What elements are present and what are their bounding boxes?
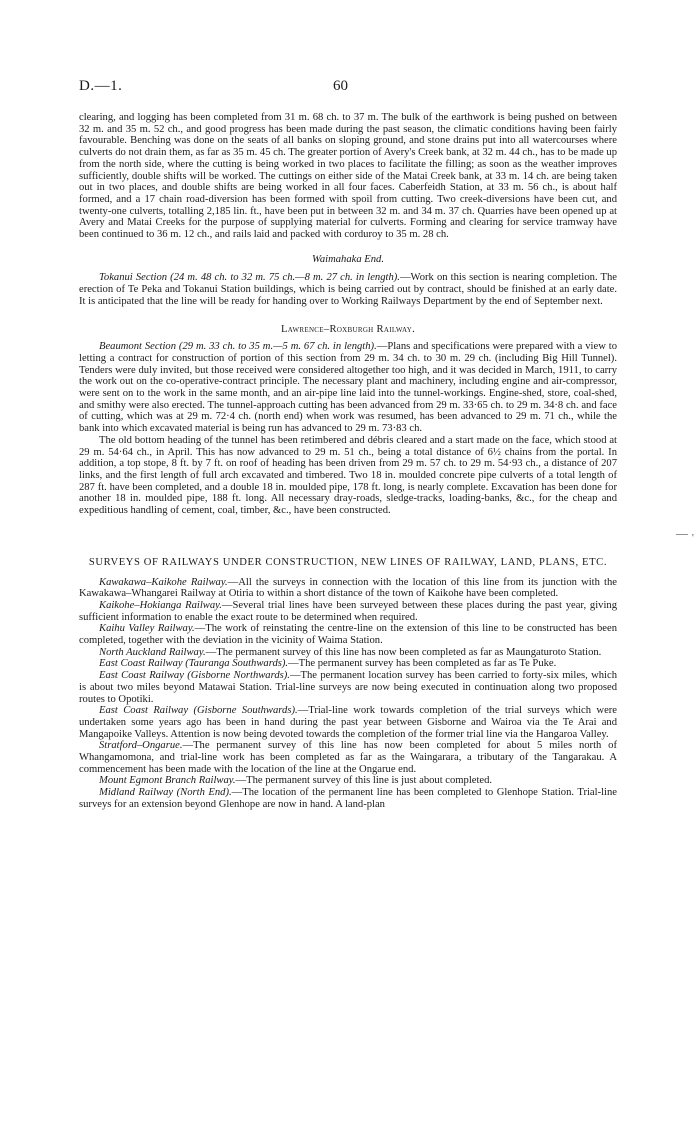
survey-text: —The permanent survey of this line has now been completed as far as Maungaturoto Station. [205,646,602,658]
page-body [79,112,617,811]
survey-text: —The work of reinstating the centre-line on the extension of this line to be constructed has been completed, together with the deviation in the vicinity of Waima Station. [79,623,617,647]
beaumont-paragraph [79,341,617,435]
survey-text: —The permanent survey of this line is just about completed. [235,775,493,787]
survey-text: —Several trial lines have been surveyed between these places during the past year, giving sufficient information to enable the exact route to be determined when required. [79,599,618,623]
survey-text: —All the surveys in connection with the location of this line from its junction with the Kawakawa–Whangarei Railway at Otiria to within a short distance of the town of Kaikohe have been completed. [79,576,617,600]
survey-lead: East Coast Railway (Tauranga Southwards). [99,658,289,670]
survey-text: —Trial-line work towards completion of the trial surveys which were undertaken some years ago has been in hand during the past year between Gisborne and Wairoa via the Te Arai and Mangapoike Valleys. Attention is now being devoted towards the completion of the former trial line via the Hangaroa Valley. [79,705,617,740]
beaumont-lead: Beaumont Section (29 m. 33 ch. to 35 m.—5 m. 67 ch. in length). [99,341,377,353]
survey-lead: Midland Railway (North End). [99,787,232,799]
survey-lead: Kawakawa–Kaikohe Railway. [99,576,228,588]
intro-paragraph: clearing, and logging has been completed from 31 m. 68 ch. to 37 m. The bulk of the earthwork is being pushed on between 32 m. and 35 m. 52 ch., and good progress has been made during the past season, the climatic conditions having been fairly favourable. Benching was done on the seats of all banks on sloping ground, and stone drains put into all watercourses where culverts do not drain them, as far as 35 m. 45 ch. The greater portion of Avery's Creek bank, at 32 m. 44 ch., has to be made up from the north side, where the cutting is being worked in two places to facilitate the filling; as soon as the weather improves sufficiently, double shifts will be worked. The cuttings on either side of the Matai Creek bank, at 33 m. 14 ch. are being taken out in two places, and double shifts are being worked in all four faces. Caberfeidh Station, at 33 m. 56 ch., is about half formed, and a 17 chain road-diversion has been formed with spoil from cutting. Two creek-diversions have been cut, and twenty-one culverts, totalling 2,185 lin. ft., have been put in between 32 m. and 34 m. 37 ch. Quarries have been opened up at Avery and Matai Creeks for the purpose of supplying material for culverts. Forming and clearing for service tramway have been continued to 36 m. 12 ch., and rails laid and packed with corduroy to 35 m. 28 ch. [79,112,617,241]
survey-lead: Stratford–Ongarue. [99,740,183,752]
survey-lead: East Coast Railway (Gisborne Southwards). [99,705,298,717]
survey-lead: North Auckland Railway. [99,646,206,658]
survey-lead: Kaikohe–Hokianga Railway. [99,599,222,611]
survey-paragraph [79,577,617,600]
survey-text: —The location of the permanent line has been completed to Glenhope Station. Trial-line surveys for an extension beyond Glenhope are now in hand. A land-plan [79,787,617,810]
lawrence-roxburgh-heading: Lawrence–Roxburgh Railway. [280,323,416,335]
tunnel-paragraph: The old bottom heading of the tunnel has been retimbered and débris cleared and a start made on the face, which stood at 29 m. 54·64 ch., in April. This has now advanced to 29 m. 51 ch., being a total distance of 6½ chains from the portal. In addition, a top stope, 8 ft. by 7 ft. on roof of heading has been driven from 29 m. 57 ch. to 29 m. 54·93 ch., a distance of 207 links, and the first length of full arch excavated and timbered. Two 18 in. moulded concrete pipe culverts of a total length of 287 ft. have been completed, and a double 18 in. moulded pipe, 178 ft. long, is nearly complete. Excavation has been done for another 18 in. moulded pipe, 188 ft. long. All necessary dray-roads, sledge-tracks, loading-banks, &c., for the cheap and expeditious handling of cement, coal, timber, &c., have been constructed. [79,434,617,517]
survey-paragraph [79,623,617,646]
waimahaka-heading: Waimahaka End. [312,253,384,265]
surveys-heading: SURVEYS OF RAILWAYS UNDER CONSTRUCTION, NEW LINES OF RAILWAY, LAND, PLANS, ETC. [88,556,608,568]
survey-lead: Kaihu Valley Railway. [99,623,195,635]
document-reference: D.—1. [79,78,123,94]
survey-lead: East Coast Railway (Gisborne Northwards). [99,670,290,682]
survey-text: —The permanent location survey has been carried to forty-six miles, which is about two miles beyond Matawai Station. Trial-line surveys are now being executed in continuation along two proposed routes to Opotiki. [79,670,618,705]
page-number: 60 [333,78,348,94]
margin-tick-mark: ' [692,533,694,544]
survey-paragraph [79,775,617,787]
margin-dash-mark: — [676,526,688,540]
survey-paragraph [79,647,617,659]
survey-paragraph [79,740,617,775]
beaumont-text: —Plans and specifications were prepared with a view to letting a contract for construction of portion of this section from 29 m. 34 ch. to 30 m. 29 ch. (including Big Hill Tunnel). Tenders were duly invited, but those received were considered altogether too high, and it was decided in March, 1911, to carry the work out on the co-operative-contract principle. The necessary plant and machinery, including engine and air-compressor, were sent on to the work in the same month, and an air-pipe line laid into the tunnel-workings. Engine-shed, store, coal-shed, and smithy were also erected. The tunnel-approach cutting has been advanced from 29 m. 33·65 ch. to 29 m. 34·8 ch. and face of cutting, which was at 29 m. 72·4 ch. (north end) when work was resumed, has been advanced to 29 m. 71 ch., while the bank into which excavated material is being run has advanced to 29 m. 73·83 ch. [79,341,617,435]
tokanui-lead: Tokanui Section (24 m. 48 ch. to 32 m. 75 ch.—8 m. 27 ch. in length). [99,272,400,284]
survey-text: —The permanent survey has been completed as far as Te Puke. [288,658,557,670]
tokanui-paragraph [79,272,617,307]
survey-paragraph [79,600,617,623]
survey-lead: Mount Egmont Branch Railway. [99,775,236,787]
survey-paragraph [79,705,617,740]
survey-paragraph [79,787,617,810]
survey-list [79,577,617,811]
survey-paragraph [79,658,617,670]
tokanui-text: —Work on this section is nearing completion. The erection of Te Peka and Tokanui Station buildings, which is being carried out by contract, should be finished at an early date. It is anticipated that the line will be ready for handing over to Working Railways Department by the end of September next. [79,272,617,307]
survey-text: —The permanent survey of this line has now been completed for about 5 miles north of Whangamomona, and trial-line work has been completed as far as the Waingarara, a tributary of the Tangarakau. A commencement has been made with the location of the line at the Ongarue end. [79,740,617,775]
survey-paragraph [79,670,617,705]
